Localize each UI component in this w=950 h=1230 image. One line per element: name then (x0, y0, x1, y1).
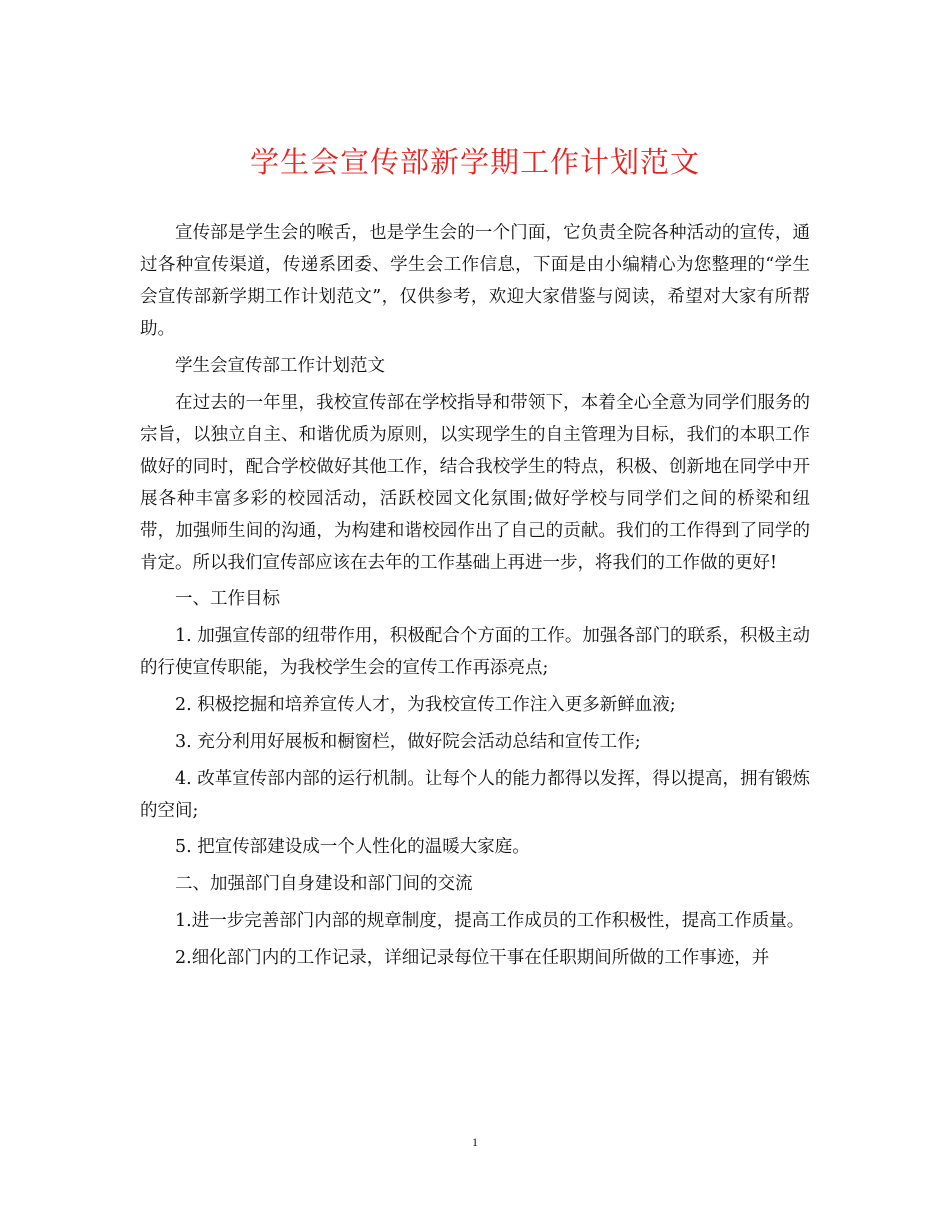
document-body (140, 217, 810, 979)
list-item: 3. 充分利用好展板和橱窗栏，做好院会活动总结和宣传工作; (175, 731, 641, 752)
list-item: 5. 把宣传部建设成一个人性化的温暖大家庭。 (175, 837, 530, 858)
section-heading: 一、工作目标 (175, 589, 280, 610)
list-item: 1. 加强宣传部的纽带作用，积极配合个方面的工作。加强各部门的联系，积极主动的行使宣传职能，为我校学生会的宣传工作再添亮点; (140, 626, 810, 679)
list-item: 2. 积极挖掘和培养宣传人才，为我校宣传工作注入更多新鲜血液; (175, 694, 676, 715)
list-item: 1.进一步完善部门内部的规章制度，提高工作成员的工作积极性，提高工作质量。 (175, 910, 805, 931)
list-item: 4. 改革宣传部内部的运行机制。让每个人的能力都得以发挥，得以提高，拥有锻炼的空间; (140, 768, 810, 821)
body-paragraph: 在过去的一年里，我校宣传部在学校指导和带领下，本着全心全意为同学们服务的宗旨，以独立自主、和谐优质为原则，以实现学生的自主管理为目标，我们的本职工作做好的同时，配合学校做好其他工作，结合我校学生的特点，积极、创新地在同学中开展各种丰富多彩的校园活动，活跃校园文化氛围;做好学校与同学们之间的桥梁和纽带，加强师生间的沟通，为构建和谐校园作出了自己的贡献。我们的工作得到了同学的肯定。所以我们宣传部应该在去年的工作基础上再进一步，将我们的工作做的更好! (140, 392, 810, 573)
page-number: 1 (472, 1135, 478, 1149)
list-item: 2.细化部门内的工作记录，详细记录每位干事在任职期间所做的工作事迹，并 (175, 947, 770, 968)
document-title: 学生会宣传部新学期工作计划范文 (249, 145, 700, 179)
section-heading: 二、加强部门自身建设和部门间的交流 (175, 874, 473, 895)
section-heading: 学生会宣传部工作计划范文 (175, 355, 385, 376)
intro-paragraph: 宣传部是学生会的喉舌，也是学生会的一个门面，它负责全院各种活动的宣传，通过各种宣传渠道，传递系团委、学生会工作信息，下面是由小编精心为您整理的“学生会宣传部新学期工作计划范文”，仅供参考，欢迎大家借鉴与阅读，希望对大家有所帮助。 (140, 223, 810, 339)
